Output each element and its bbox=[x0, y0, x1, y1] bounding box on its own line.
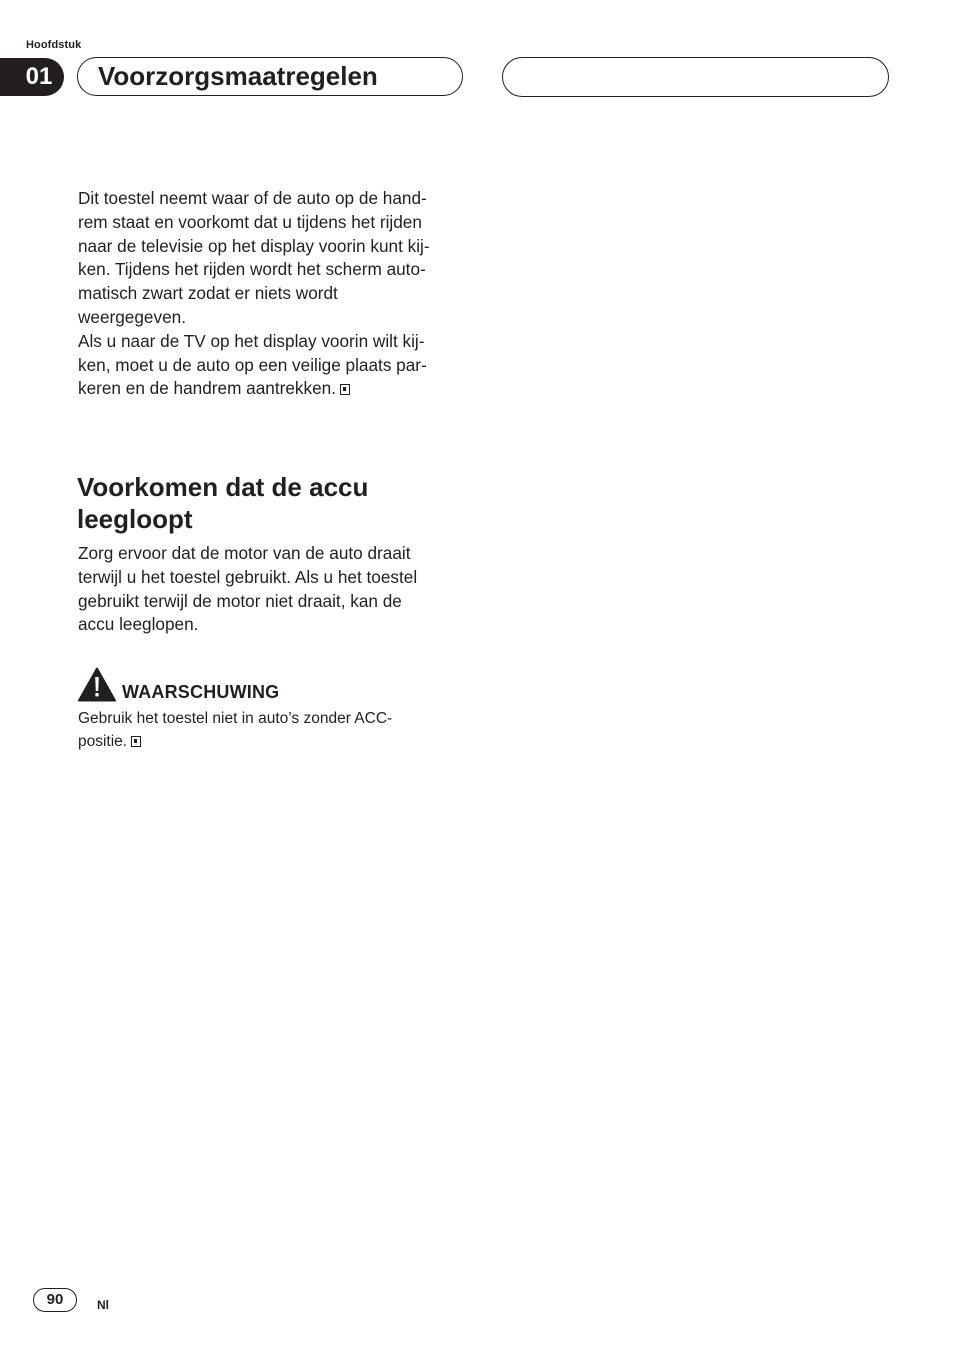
section-text-block bbox=[78, 542, 468, 637]
intro-paragraph-1: Dit toestel neemt waar of de auto op de hand- rem staat en voorkomt dat u tijdens het rijden naar de televisie op het display voorin kunt kij- ken. Tijdens het rijden wordt het scherm auto- matisch zwart zodat er niets wordt weergegeven. bbox=[78, 188, 430, 327]
page-number: 90 bbox=[33, 1288, 77, 1312]
chapter-title-box bbox=[77, 57, 463, 96]
section-paragraph: Zorg ervoor dat de motor van de auto draait terwijl u het toestel gebruikt. Als u het toestel gebruikt terwijl de motor niet draait, kan de accu leeglopen. bbox=[78, 543, 418, 635]
intro-paragraph-2 bbox=[78, 330, 468, 401]
intro-paragraph-2-text: Als u naar de TV op het display voorin wilt kij- ken, moet u de auto op een veilige plaats par- keren en de handrem aantrekken. bbox=[78, 330, 427, 399]
end-mark-icon bbox=[131, 736, 141, 747]
section-title-box bbox=[502, 57, 889, 97]
chapter-title: Voorzorgsmaatregelen bbox=[98, 61, 378, 91]
warning-header bbox=[78, 666, 279, 702]
warning-text-content: Gebruik het toestel niet in auto’s zonder ACC- positie. bbox=[78, 710, 393, 750]
end-mark-icon bbox=[340, 384, 350, 395]
warning-text-block bbox=[78, 707, 468, 753]
chapter-number: 01 bbox=[25, 63, 53, 90]
warning-title: WAARSCHUWING bbox=[122, 682, 280, 702]
intro-text-block bbox=[78, 187, 468, 401]
warning-triangle-icon bbox=[78, 667, 116, 702]
warning-text bbox=[78, 707, 468, 753]
language-code: Nl bbox=[97, 1298, 109, 1312]
section-heading: Voorkomen dat de accu leegloopt bbox=[77, 472, 369, 534]
chapter-number-badge bbox=[0, 58, 64, 96]
chapter-label: Hoofdstuk bbox=[26, 39, 82, 51]
